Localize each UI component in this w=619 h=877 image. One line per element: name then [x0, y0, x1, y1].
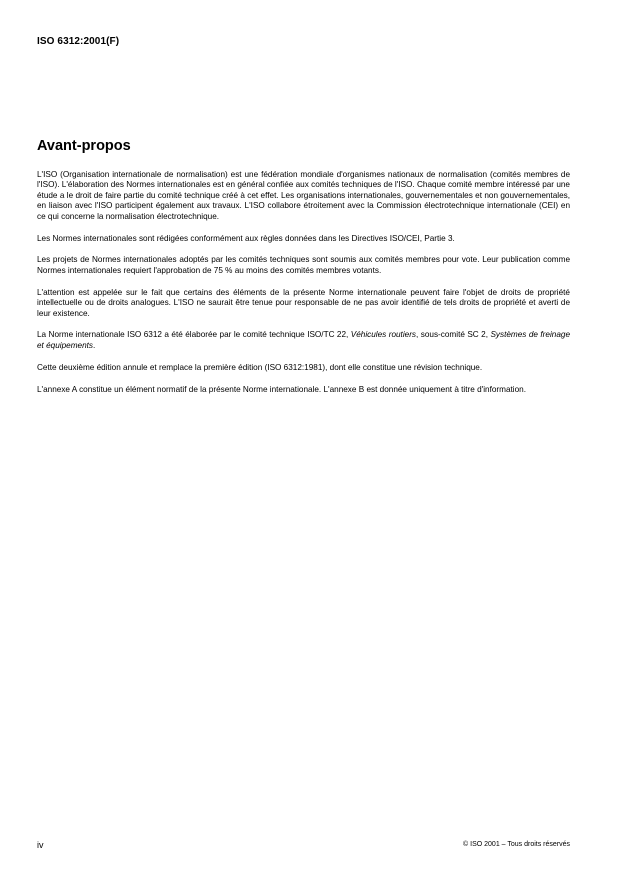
- committee-text-2: , sous-comité SC 2,: [416, 330, 491, 340]
- copyright-notice: © ISO 2001 – Tous droits réservés: [463, 841, 570, 848]
- committee-text-3: .: [93, 340, 96, 350]
- paragraph-iso-description: L'ISO (Organisation internationale de normalisation) est une fédération mondiale d'organismes nationaux de normalisation (comités membres de l'ISO). L'élaboration des Normes internationales est en général confiée aux comités techniques de l'ISO. Chaque comité membre intéressé par une étude a le droit de faire partie du comité technique créé à cet effet. Les organisations internationales, gouvernementales et non gouvernementales, en liaison avec l'ISO participent également aux travaux. L'ISO collabore étroitement avec la Commission électrotechnique internationale (CEI) en ce qui concerne la normalisation électrotechnique.: [37, 170, 570, 221]
- committee-name: Véhicules routiers: [350, 330, 417, 340]
- paragraph-patent-rights: L'attention est appelée sur le fait que certains des éléments de la présente Norme internationale peuvent faire l'objet de droits de propriété intellectuelle ou de droits analogues. L'ISO ne saurait être tenue pour responsable de ne pas avoir identifié de tels droits de propriété et averti de leur existence.: [37, 287, 570, 318]
- paragraph-edition: Cette deuxième édition annule et remplace la première édition (ISO 6312:1981), dont elle constitue une révision technique.: [37, 362, 483, 372]
- paragraph-voting: Les projets de Normes internationales adoptés par les comités techniques sont soumis aux comités membres pour vote. Leur publication comme Normes internationales requiert l'approbation de 75 % au moins des comités membres votants.: [37, 255, 570, 275]
- committee-text-1: La Norme internationale ISO 6312 a été élaborée par le comité technique ISO/TC 22,: [37, 330, 351, 340]
- foreword-body: [37, 170, 570, 407]
- document-code: ISO 6312:2001(F): [37, 36, 120, 47]
- paragraph-annexes: L'annexe A constitue un élément normatif de la présente Norme internationale. L'annexe B est donnée uniquement à titre d'information.: [37, 384, 526, 394]
- subcommittee-name: Systèmes de freinage et équipements: [37, 330, 570, 350]
- section-title: Avant-propos: [37, 138, 131, 154]
- page-number: iv: [37, 840, 44, 850]
- paragraph-committee: [37, 330, 570, 351]
- paragraph-directives: Les Normes internationales sont rédigées conformément aux règles données dans les Directives ISO/CEI, Partie 3.: [37, 233, 455, 243]
